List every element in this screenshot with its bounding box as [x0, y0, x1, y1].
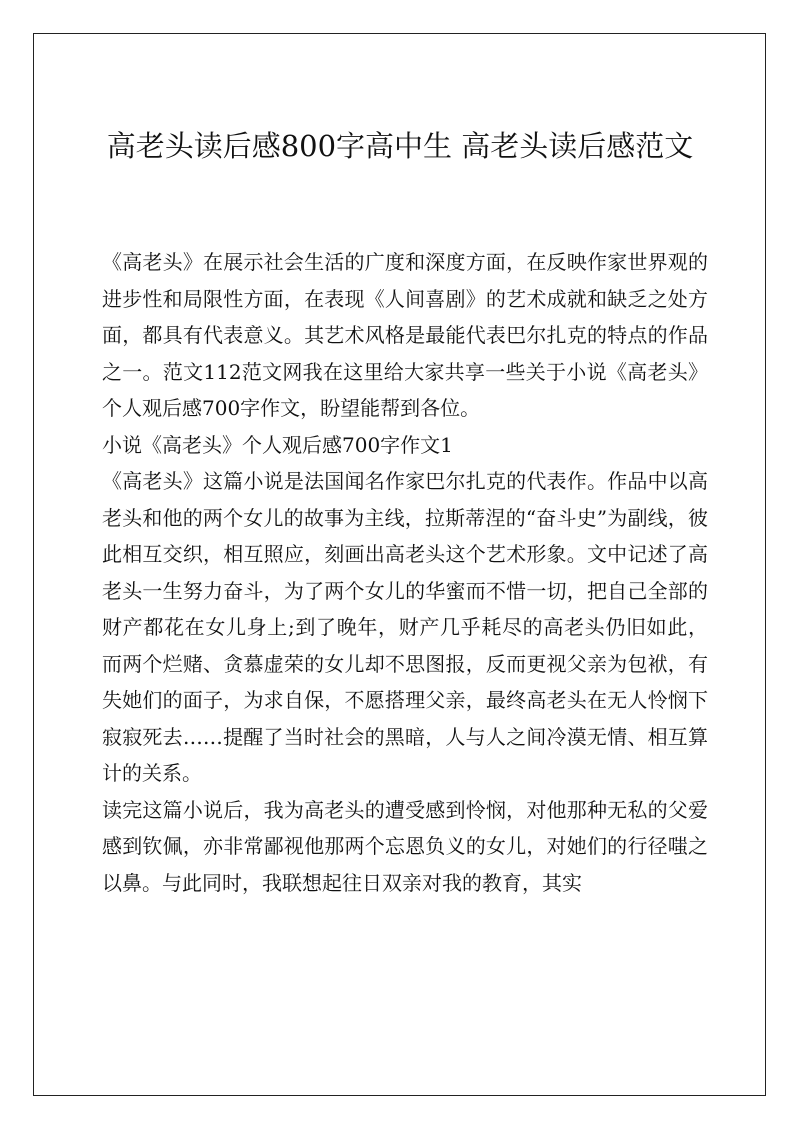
document-body [102, 244, 708, 901]
paragraph-reflection: 读完这篇小说后，我为高老头的遭受感到怜悯，对他那种无私的父爱感到钦佩，亦非常鄙视他那两个忘恩负义的女儿，对她们的行径嗤之以鼻。与此同时，我联想起往日双亲对我的教育，其实 [102, 797, 708, 895]
document-title: 高老头读后感800字高中生 高老头读后感范文 [106, 129, 694, 163]
section-heading: 小说《高老头》个人观后感700字作文1 [102, 432, 453, 457]
paragraph-summary: 《高老头》这篇小说是法国闻名作家巴尔扎克的代表作。作品中以高老头和他的两个女儿的故事为主线，拉斯蒂涅的“奋斗史”为副线，彼此相互交织，相互照应，刻画出高老头这个艺术形象。文中记述了高老头一生努力奋斗，为了两个女儿的华蜜而不惜一切，把自己全部的财产都花在女儿身上;到了晚年，财产几乎耗尽的高老头仍旧如此，而两个烂赌、贪慕虚荣的女儿却不思图报，反而更视父亲为包袱，有失她们的面子，为求自保，不愿搭理父亲，最终高老头在无人怜悯下寂寂死去……提醒了当时社会的黑暗，人与人之间冷漠无情、相互算计的关系。 [102, 469, 708, 785]
paragraph-intro: 《高老头》在展示社会生活的广度和深度方面，在反映作家世界观的进步性和局限性方面，在表现《人间喜剧》的艺术成就和缺乏之处方面，都具有代表意义。其艺术风格是最能代表巴尔扎克的特点的作品之一。范文112范文网我在这里给大家共享一些关于小说《高老头》个人观后感700字作文，盼望能帮到各位。 [102, 250, 708, 420]
